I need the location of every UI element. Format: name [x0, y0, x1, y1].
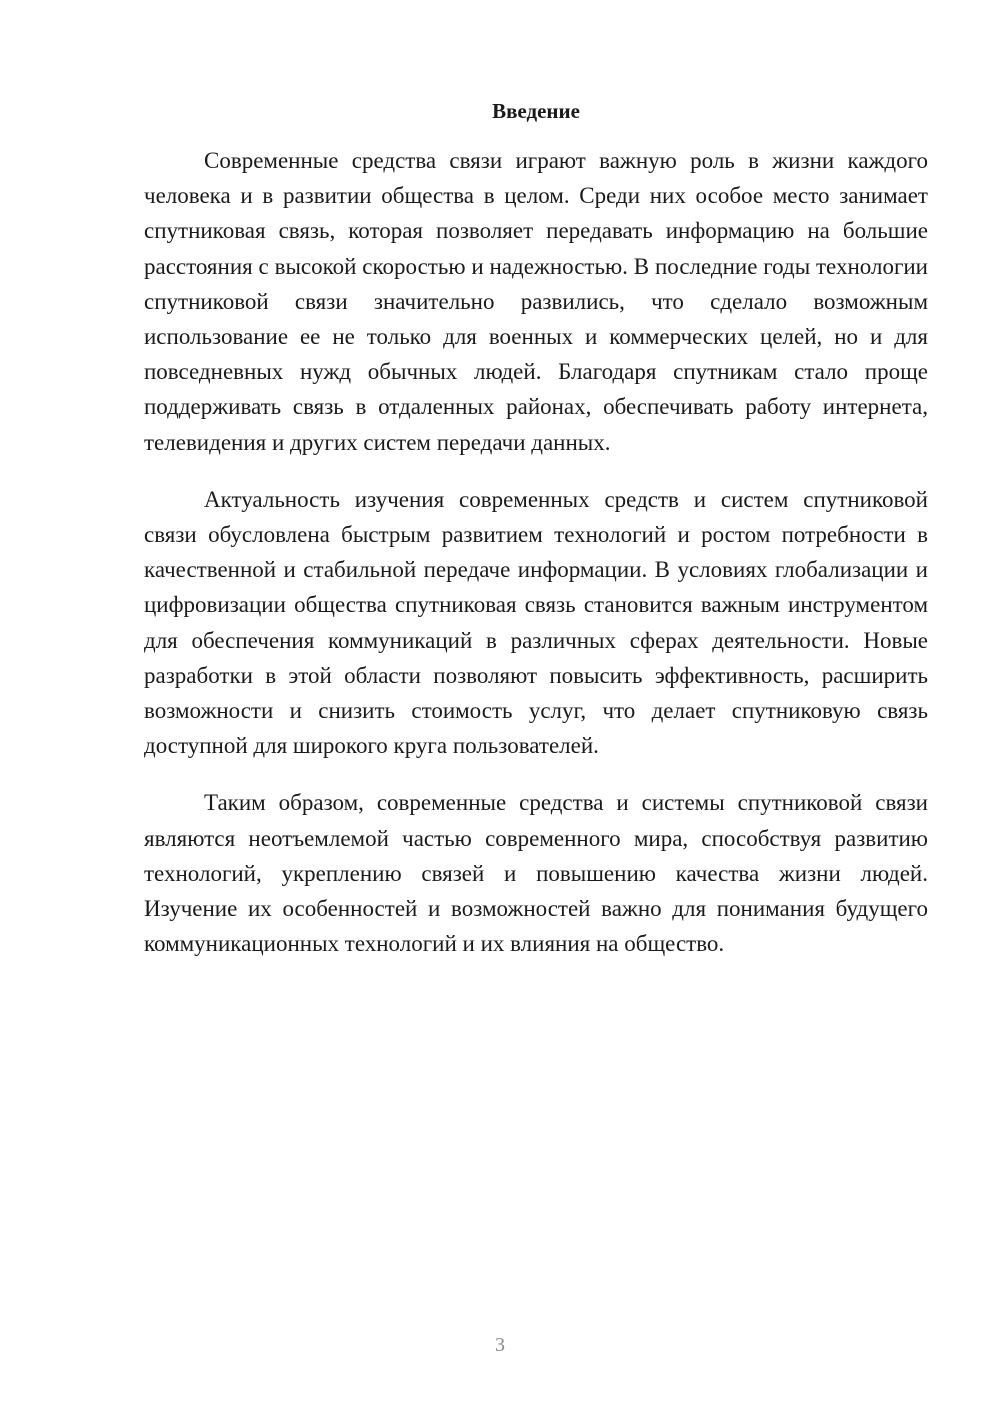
page-content — [144, 95, 928, 983]
paragraph-2: Актуальность изучения современных средств и систем спутниковой связи обусловлена быстрым развитием технологий и ростом потребности в качественной и стабильной передаче информации. В условиях глобализации и цифровизации общества спутниковая связь становится важным инструментом для обеспечения коммуникаций в различных сферах деятельности. Новые разработки в этой области позволяют повысить эффективность, расширить возможности и снизить стоимость услуг, что делает спутниковую связь доступной для широкого круга пользователей. — [144, 486, 928, 759]
paragraph-3: Таким образом, современные средства и системы спутниковой связи являются неотъемлемой частью современного мира, способствуя развитию технологий, укреплению связей и повышению качества жизни людей. Изучение их особенностей и возможностей важно для понимания будущего коммуникационных технологий и их влияния на общество. — [144, 790, 928, 957]
paragraph-1: Современные средства связи играют важную роль в жизни каждого человека и в развитии общества в целом. Среди них особое место занимает спутниковая связь, которая позволяет передавать информацию на большие расстояния с высокой скоростью и надежностью. В последние годы технологии спутниковой связи значительно развились, что сделало возможным использование ее не только для военных и коммерческих целей, но и для повседневных нужд обычных людей. Благодаря спутникам стало проще поддерживать связь в отдаленных районах, обеспечивать работу интернета, телевидения и других систем передачи данных. — [144, 148, 928, 455]
page-number: 3 — [495, 1334, 505, 1356]
section-heading: Введение — [492, 99, 580, 123]
